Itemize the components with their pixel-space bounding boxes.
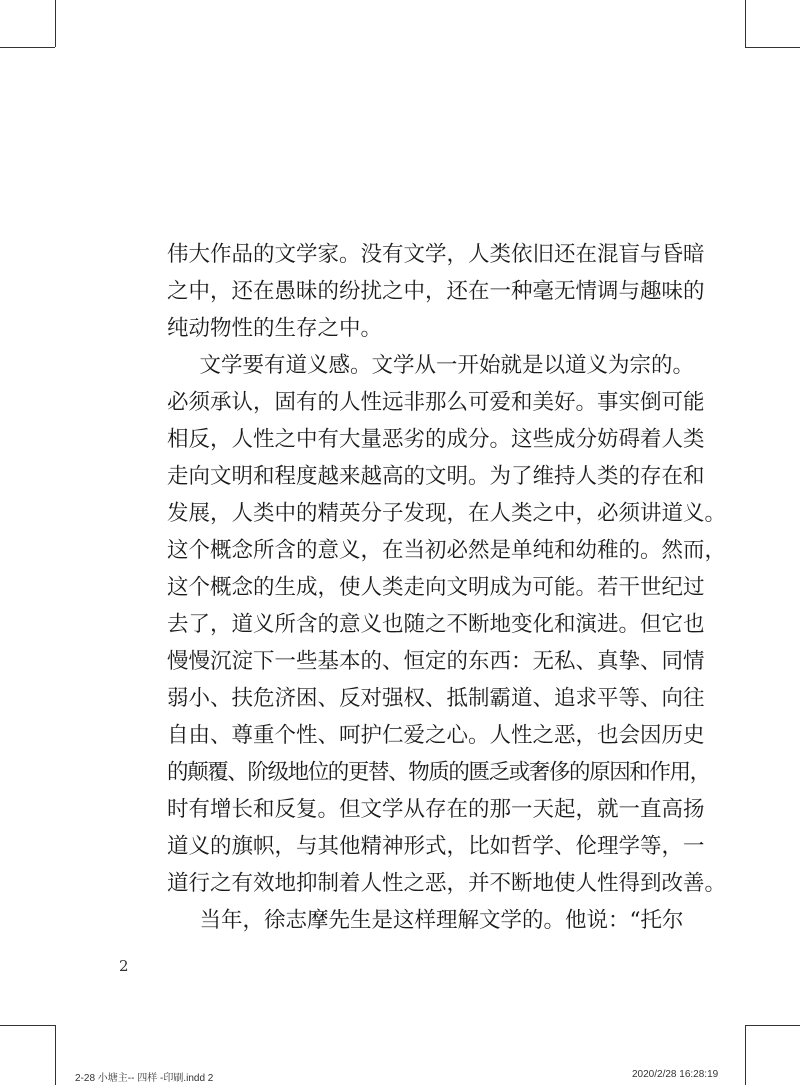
- text-line: 去了，道义所含的意义也随之不断地变化和演进。但它也: [167, 612, 705, 637]
- text-line: 发展，人类中的精英分子发现，在人类之中，必须讲道义。: [167, 501, 727, 526]
- crop-mark: [55, 0, 56, 47]
- text-line: 之中，还在愚昧的纷扰之中，还在一种毫无情调与趣味的: [167, 279, 705, 304]
- crop-mark: [0, 47, 55, 48]
- crop-mark: [55, 1025, 56, 1085]
- text-line: 纯动物性的生存之中。: [167, 316, 383, 341]
- text-line: 伟大作品的文学家。没有文学，人类依旧还在混盲与昏暗: [167, 242, 705, 267]
- text-line: 走向文明和程度越来越高的文明。为了维持人类的存在和: [167, 464, 705, 489]
- text-line: 弱小、扶危济困、反对强权、抵制霸道、追求平等、向往: [167, 686, 705, 711]
- text-line: 相反，人性之中有大量恶劣的成分。这些成分妨碍着人类: [167, 427, 705, 452]
- text-line: 时有增长和反复。但文学从存在的那一天起，就一直高扬: [167, 797, 705, 822]
- text-line: 自由、尊重个性、呵护仁爱之心。人性之恶，也会因历史: [167, 723, 705, 748]
- text-line: 文学要有道义感。文学从一开始就是以道义为宗的。: [178, 353, 695, 378]
- text-line: 道义的旗帜，与其他精神形式，比如哲学、伦理学等，一: [167, 834, 705, 859]
- slug-timestamp: 2020/2/28 16:28:19: [632, 1069, 719, 1080]
- slug-filename: 2-28 小塘主-- 四样 -印刷.indd 2: [75, 1073, 214, 1084]
- crop-mark: [745, 47, 800, 48]
- text-line: 这个概念所含的意义，在当初必然是单纯和幼稚的。然而，: [167, 538, 727, 563]
- text-line: 这个概念的生成，使人类走向文明成为可能。若干世纪过: [167, 575, 705, 600]
- page-number: 2: [119, 957, 129, 975]
- crop-mark: [745, 1025, 800, 1026]
- crop-mark: [0, 1025, 55, 1026]
- text-line: 当年，徐志摩先生是这样理解文学的。他说：“托尔: [178, 908, 684, 933]
- text-line: 的颠覆、阶级地位的更替、物质的匮乏或奢侈的原因和作用，: [167, 760, 710, 785]
- text-line: 道行之有效地抑制着人性之恶，并不断地使人性得到改善。: [167, 871, 727, 896]
- crop-mark: [745, 1025, 746, 1085]
- crop-mark: [745, 0, 746, 47]
- text-line: 慢慢沉淀下一些基本的、恒定的东西：无私、真挚、同情: [167, 649, 705, 674]
- text-line: 必须承认，固有的人性远非那么可爱和美好。事实倒可能: [167, 390, 705, 415]
